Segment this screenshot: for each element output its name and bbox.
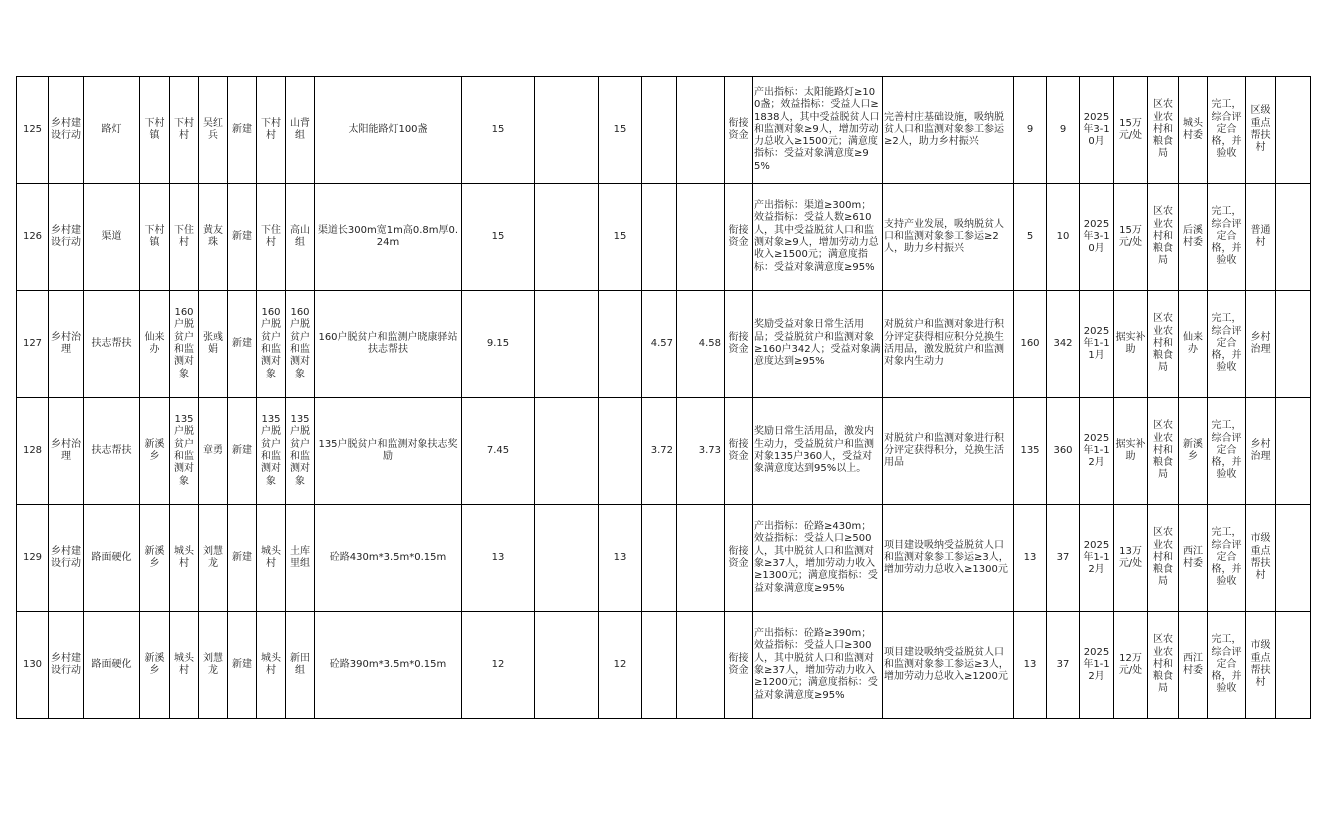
fund-column-13-cell: 15 — [599, 184, 642, 291]
fund-column-13-cell: 13 — [599, 505, 642, 612]
row-number: 125 — [17, 77, 49, 184]
fund-column-14-cell — [642, 612, 677, 719]
fund-source-cell: 衔接资金 — [725, 505, 753, 612]
fund-column-15-cell: 4.58 — [677, 291, 725, 398]
fund-column-15-cell — [677, 184, 725, 291]
category-cell: 乡村治理 — [49, 291, 84, 398]
acceptance-status-cell: 完工，综合评定合格，并验收 — [1208, 291, 1246, 398]
extra-cell — [1276, 612, 1311, 719]
remark-cell: 普通村 — [1246, 184, 1276, 291]
project-content-cell: 砼路430m*3.5m*0.15m — [315, 505, 462, 612]
project-owner-cell: 仙来办 — [1179, 291, 1208, 398]
village-cell: 160户脱贫户和监测对象 — [170, 291, 199, 398]
town-cell: 下村镇 — [140, 184, 170, 291]
location-group-cell: 高山组 — [286, 184, 315, 291]
fund-column-13-cell: 15 — [599, 77, 642, 184]
supervising-department-cell: 区农业农村和粮食局 — [1148, 291, 1179, 398]
performance-target-cell: 奖励日常生活用品，激发内生动力，受益脱贫户和监测对象135户360人，受益对象满意度达到95%以上。 — [753, 398, 883, 505]
fund-column-13-cell — [599, 291, 642, 398]
category-cell: 乡村治理 — [49, 398, 84, 505]
responsible-person-cell: 吴红兵 — [199, 77, 228, 184]
implementation-period-cell: 2025年1-12月 — [1080, 612, 1114, 719]
fund-column-14-cell — [642, 184, 677, 291]
fund-column-15-cell — [677, 505, 725, 612]
construction-nature-cell: 新建 — [228, 398, 257, 505]
fund-column-14-cell — [642, 77, 677, 184]
subsidy-standard-cell: 12万元/处 — [1114, 612, 1148, 719]
location-group-cell: 新田组 — [286, 612, 315, 719]
fund-column-12-cell — [535, 77, 599, 184]
implementation-period-cell: 2025年1-12月 — [1080, 398, 1114, 505]
fund-column-15-cell: 3.73 — [677, 398, 725, 505]
benefit-mechanism-cell: 项目建设吸纳受益脱贫人口和监测对象参工参运≥3人，增加劳动力总收入≥1200元 — [883, 612, 1014, 719]
village-cell: 城头村 — [170, 612, 199, 719]
supervising-department-cell: 区农业农村和粮食局 — [1148, 398, 1179, 505]
beneficiary-people-cell: 10 — [1047, 184, 1080, 291]
fund-source-cell: 衔接资金 — [725, 398, 753, 505]
implementation-period-cell: 2025年1-12月 — [1080, 505, 1114, 612]
village-cell: 135户脱贫户和监测对象 — [170, 398, 199, 505]
extra-cell — [1276, 184, 1311, 291]
beneficiary-people-cell: 360 — [1047, 398, 1080, 505]
location-group-cell: 160户脱贫户和监测对象 — [286, 291, 315, 398]
supervising-department-cell: 区农业农村和粮食局 — [1148, 77, 1179, 184]
project-table — [16, 76, 1311, 719]
fund-column-12-cell — [535, 184, 599, 291]
fund-source-cell: 衔接资金 — [725, 184, 753, 291]
fund-column-13-cell: 12 — [599, 612, 642, 719]
beneficiary-households-cell: 13 — [1014, 505, 1047, 612]
beneficiary-households-cell: 160 — [1014, 291, 1047, 398]
construction-nature-cell: 新建 — [228, 77, 257, 184]
row-number: 128 — [17, 398, 49, 505]
fund-column-12-cell — [535, 291, 599, 398]
performance-target-cell: 产出指标：渠道≥300m；效益指标：受益人数≥610人，其中受益脱贫人口和监测对象≥9人，增加劳动力总收入≥1500元；满意度指标：受益对象满意度≥95% — [753, 184, 883, 291]
fund-column-13-cell — [599, 398, 642, 505]
project-content-cell: 太阳能路灯100盏 — [315, 77, 462, 184]
performance-target-cell: 产出指标：砼路≥430m；效益指标：受益人口≥500人，其中脱贫人口和监测对象≥37人，增加劳动力收入≥1300元；满意度指标：受益对象满意度≥95% — [753, 505, 883, 612]
remark-cell: 区级重点帮扶村 — [1246, 77, 1276, 184]
remark-cell: 市级重点帮扶村 — [1246, 505, 1276, 612]
responsible-person-cell: 章勇 — [199, 398, 228, 505]
project-owner-cell: 西江村委 — [1179, 505, 1208, 612]
category-cell: 乡村建设行动 — [49, 505, 84, 612]
total-investment-cell: 7.45 — [462, 398, 535, 505]
beneficiary-households-cell: 9 — [1014, 77, 1047, 184]
total-investment-cell: 15 — [462, 184, 535, 291]
subsidy-standard-cell: 据实补助 — [1114, 291, 1148, 398]
total-investment-cell: 15 — [462, 77, 535, 184]
fund-column-14-cell: 3.72 — [642, 398, 677, 505]
fund-column-14-cell: 4.57 — [642, 291, 677, 398]
town-cell: 新溪乡 — [140, 612, 170, 719]
acceptance-status-cell: 完工，综合评定合格，并验收 — [1208, 398, 1246, 505]
category-cell: 乡村建设行动 — [49, 184, 84, 291]
project-owner-cell: 新溪乡 — [1179, 398, 1208, 505]
row-number: 129 — [17, 505, 49, 612]
table-row — [17, 291, 1311, 398]
implementation-period-cell: 2025年3-10月 — [1080, 77, 1114, 184]
row-number: 126 — [17, 184, 49, 291]
category-cell: 乡村建设行动 — [49, 612, 84, 719]
town-cell: 下村镇 — [140, 77, 170, 184]
total-investment-cell: 9.15 — [462, 291, 535, 398]
acceptance-status-cell: 完工，综合评定合格，并验收 — [1208, 184, 1246, 291]
fund-source-cell: 衔接资金 — [725, 612, 753, 719]
table-row — [17, 398, 1311, 505]
table-row — [17, 77, 1311, 184]
responsible-person-cell: 刘慧龙 — [199, 505, 228, 612]
town-cell: 仙来办 — [140, 291, 170, 398]
extra-cell — [1276, 77, 1311, 184]
benefit-mechanism-cell: 对脱贫户和监测对象进行积分评定获得积分，兑换生活用品 — [883, 398, 1014, 505]
fund-source-cell: 衔接资金 — [725, 291, 753, 398]
extra-cell — [1276, 505, 1311, 612]
fund-column-12-cell — [535, 505, 599, 612]
construction-nature-cell: 新建 — [228, 184, 257, 291]
subsidy-standard-cell: 15万元/处 — [1114, 77, 1148, 184]
responsible-person-cell: 刘慧龙 — [199, 612, 228, 719]
project-type-cell: 路灯 — [84, 77, 140, 184]
benefit-mechanism-cell: 完善村庄基础设施，吸纳脱贫人口和监测对象参工参运≥2人，助力乡村振兴 — [883, 77, 1014, 184]
subsidy-standard-cell: 15万元/处 — [1114, 184, 1148, 291]
project-content-cell: 砼路390m*3.5m*0.15m — [315, 612, 462, 719]
beneficiary-households-cell: 5 — [1014, 184, 1047, 291]
performance-target-cell: 产出指标：砼路≥390m；效益指标：受益人口≥300人，其中脱贫人口和监测对象≥37人，增加劳动力收入≥1200元；满意度指标：受益对象满意度≥95% — [753, 612, 883, 719]
category-cell: 乡村建设行动 — [49, 77, 84, 184]
project-owner-cell: 城头村委 — [1179, 77, 1208, 184]
beneficiary-people-cell: 9 — [1047, 77, 1080, 184]
implementation-period-cell: 2025年3-10月 — [1080, 184, 1114, 291]
benefit-mechanism-cell: 项目建设吸纳受益脱贫人口和监测对象参工参运≥3人，增加劳动力总收入≥1300元 — [883, 505, 1014, 612]
project-content-cell: 渠道长300m宽1m高0.8m厚0.24m — [315, 184, 462, 291]
table-row — [17, 505, 1311, 612]
beneficiary-people-cell: 342 — [1047, 291, 1080, 398]
project-type-cell: 路面硬化 — [84, 505, 140, 612]
location-village-cell: 下住村 — [257, 184, 286, 291]
town-cell: 新溪乡 — [140, 398, 170, 505]
location-village-cell: 城头村 — [257, 505, 286, 612]
fund-column-15-cell — [677, 77, 725, 184]
remark-cell: 市级重点帮扶村 — [1246, 612, 1276, 719]
village-cell: 城头村 — [170, 505, 199, 612]
benefit-mechanism-cell: 支持产业发展，吸纳脱贫人口和监测对象参工参运≥2人，助力乡村振兴 — [883, 184, 1014, 291]
supervising-department-cell: 区农业农村和粮食局 — [1148, 184, 1179, 291]
extra-cell — [1276, 291, 1311, 398]
village-cell: 下住村 — [170, 184, 199, 291]
construction-nature-cell: 新建 — [228, 505, 257, 612]
location-village-cell: 160户脱贫户和监测对象 — [257, 291, 286, 398]
benefit-mechanism-cell: 对脱贫户和监测对象进行积分评定获得相应积分兑换生活用品，激发脱贫户和监测对象内生动力 — [883, 291, 1014, 398]
responsible-person-cell: 黄友珠 — [199, 184, 228, 291]
performance-target-cell: 产出指标：太阳能路灯≥100盏；效益指标：受益人口≥1838人，其中受益脱贫人口和监测对象≥9人，增加劳动力总收入≥1500元；满意度指标：受益对象满意度≥95% — [753, 77, 883, 184]
remark-cell: 乡村治理 — [1246, 291, 1276, 398]
town-cell: 新溪乡 — [140, 505, 170, 612]
beneficiary-people-cell: 37 — [1047, 612, 1080, 719]
location-village-cell: 135户脱贫户和监测对象 — [257, 398, 286, 505]
fund-column-14-cell — [642, 505, 677, 612]
location-village-cell: 下村村 — [257, 77, 286, 184]
project-content-cell: 135户脱贫户和监测对象扶志奖励 — [315, 398, 462, 505]
fund-column-12-cell — [535, 398, 599, 505]
implementation-period-cell: 2025年1-11月 — [1080, 291, 1114, 398]
total-investment-cell: 13 — [462, 505, 535, 612]
project-type-cell: 扶志帮扶 — [84, 291, 140, 398]
construction-nature-cell: 新建 — [228, 291, 257, 398]
acceptance-status-cell: 完工，综合评定合格，并验收 — [1208, 612, 1246, 719]
project-owner-cell: 西江村委 — [1179, 612, 1208, 719]
beneficiary-households-cell: 13 — [1014, 612, 1047, 719]
responsible-person-cell: 张彧娟 — [199, 291, 228, 398]
project-type-cell: 渠道 — [84, 184, 140, 291]
village-cell: 下村村 — [170, 77, 199, 184]
row-number: 130 — [17, 612, 49, 719]
acceptance-status-cell: 完工，综合评定合格，并验收 — [1208, 77, 1246, 184]
fund-source-cell: 衔接资金 — [725, 77, 753, 184]
location-group-cell: 山背组 — [286, 77, 315, 184]
extra-cell — [1276, 398, 1311, 505]
location-group-cell: 135户脱贫户和监测对象 — [286, 398, 315, 505]
remark-cell: 乡村治理 — [1246, 398, 1276, 505]
project-type-cell: 路面硬化 — [84, 612, 140, 719]
supervising-department-cell: 区农业农村和粮食局 — [1148, 612, 1179, 719]
location-group-cell: 土库里组 — [286, 505, 315, 612]
project-content-cell: 160户脱贫户和监测户晓康驿站扶志帮扶 — [315, 291, 462, 398]
beneficiary-households-cell: 135 — [1014, 398, 1047, 505]
table-row — [17, 612, 1311, 719]
total-investment-cell: 12 — [462, 612, 535, 719]
fund-column-15-cell — [677, 612, 725, 719]
construction-nature-cell: 新建 — [228, 612, 257, 719]
table-row — [17, 184, 1311, 291]
beneficiary-people-cell: 37 — [1047, 505, 1080, 612]
row-number: 127 — [17, 291, 49, 398]
location-village-cell: 城头村 — [257, 612, 286, 719]
subsidy-standard-cell: 据实补助 — [1114, 398, 1148, 505]
supervising-department-cell: 区农业农村和粮食局 — [1148, 505, 1179, 612]
project-type-cell: 扶志帮扶 — [84, 398, 140, 505]
fund-column-12-cell — [535, 612, 599, 719]
subsidy-standard-cell: 13万元/处 — [1114, 505, 1148, 612]
project-owner-cell: 后溪村委 — [1179, 184, 1208, 291]
acceptance-status-cell: 完工，综合评定合格，并验收 — [1208, 505, 1246, 612]
performance-target-cell: 奖励受益对象日常生活用品；受益脱贫户和监测对象≥160户342人；受益对象满意度达到≥95% — [753, 291, 883, 398]
